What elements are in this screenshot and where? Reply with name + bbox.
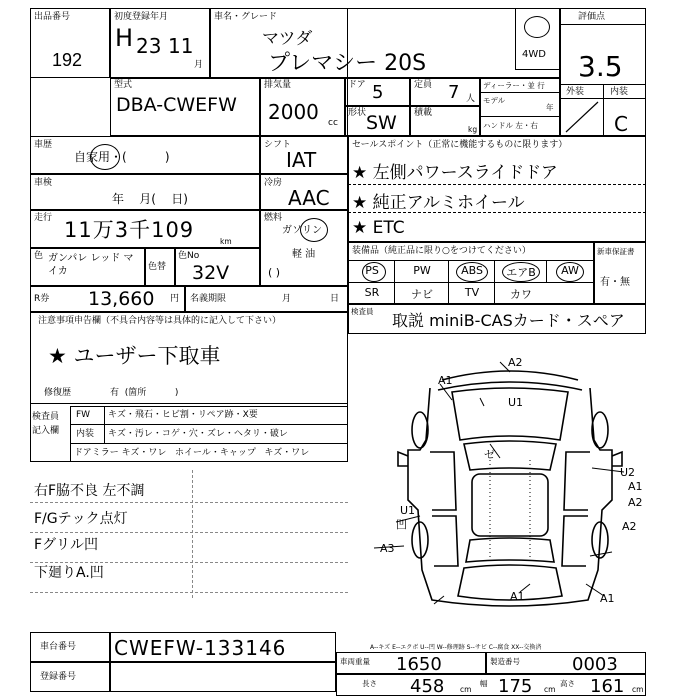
equipment-title: 装備品（純正品に限り○をつけてください） — [352, 246, 531, 256]
tax-month: 月 — [282, 294, 292, 304]
drive-label: 4WD — [522, 49, 546, 60]
type-label: 型式 — [114, 80, 133, 90]
mark-left-dent: 凹 — [396, 518, 407, 531]
shape-value: SW — [366, 112, 397, 134]
fuel-gasoline: ガソリン — [282, 225, 322, 236]
displacement-label: 排気量 — [264, 80, 292, 90]
chassis-value: CWEFW-133146 — [114, 636, 287, 660]
recycle-unit: 円 — [170, 294, 180, 304]
color-label: 色 — [34, 251, 44, 261]
recycle-value: 13,660 — [88, 288, 155, 310]
score-label: 評価点 — [578, 12, 606, 22]
recycle-label: R券 — [34, 294, 50, 304]
equip-tv: TV — [464, 286, 480, 299]
mfg-value: 0003 — [572, 654, 618, 675]
model-name: プレマシー 20S — [268, 51, 427, 76]
displacement-unit: cc — [328, 118, 338, 128]
model-year-label: モデル — [483, 96, 506, 105]
width-value: 175 — [498, 676, 533, 697]
inspector-value: 取説 miniB-CASカード・スペア — [392, 311, 625, 330]
warranty-value: 有・無 — [600, 277, 630, 288]
width-label: 幅 — [480, 679, 488, 688]
hand-note-3: Fグリル凹 — [34, 537, 99, 553]
tax-day: 日 — [330, 294, 340, 304]
exterior-label: 外装 — [566, 87, 585, 97]
hand-note-2: F/Gテック点灯 — [34, 511, 128, 527]
equip-pw: PW — [413, 264, 431, 277]
interior-label: 内装 — [610, 87, 629, 97]
length-label: 長さ — [362, 679, 377, 688]
shift-value: IAT — [286, 148, 317, 172]
handle-label: ハンドル 左・右 — [483, 121, 538, 130]
first-reg-label: 初度登録年月 — [114, 12, 169, 22]
equip-ps: PS — [365, 264, 379, 277]
load-label: 積載 — [414, 108, 433, 118]
hand-note-4: 下廻りA.凹 — [34, 565, 104, 581]
mark-right-a2-2: A2 — [622, 520, 637, 533]
inspection-value: 年 月( 日) — [112, 192, 188, 206]
lot-label: 出品番号 — [34, 12, 71, 22]
maker-name: マツダ — [262, 29, 313, 49]
ps-circle-icon — [362, 262, 386, 282]
height-value: 161 — [590, 676, 625, 697]
mileage-unit: km — [220, 237, 232, 246]
tax-label: 名義期限 — [190, 294, 227, 304]
equip-leather: カワ — [510, 288, 532, 301]
mark-rear-a1-1: A1 — [510, 590, 525, 603]
mark-top-a2: A2 — [508, 356, 523, 369]
fuel-diesel: 軽 油 — [292, 249, 316, 260]
hand-note-1: 右F脇不良 左不調 — [34, 483, 145, 499]
reg-label: 登録番号 — [40, 672, 77, 682]
mark-right-u2: U2 — [620, 466, 636, 479]
chassis-label: 車台番号 — [40, 642, 77, 652]
mileage-label: 走行 — [34, 213, 53, 223]
checker-interior-head: 内装 — [76, 429, 95, 439]
inspector-label: 検査員 — [351, 307, 374, 316]
shape-label: 形状 — [348, 108, 367, 118]
height-label: 高さ — [560, 679, 575, 688]
first-reg-month-unit: 月 — [194, 60, 204, 70]
warranty-label: 新車保証書 — [597, 247, 635, 256]
checker-label-1: 検査員 — [32, 412, 60, 422]
mark-right-a2-1: A2 — [628, 496, 643, 509]
score-value: 3.5 — [578, 50, 623, 83]
repair-label: 修復歴 — [44, 388, 72, 398]
fuel-paren: ( ) — [268, 266, 281, 279]
equip-aw: AW — [561, 264, 579, 277]
model-year-unit: 年 — [546, 103, 554, 112]
mark-left-a3: A3 — [380, 542, 395, 555]
airbag-circle-icon — [502, 262, 540, 282]
capacity-unit: 人 — [466, 94, 476, 104]
aw-circle-icon — [556, 262, 584, 282]
ac-value: AAC — [288, 186, 330, 210]
length-unit: cm — [460, 685, 472, 694]
mark-hood-u1: U1 — [508, 396, 524, 409]
exterior-slash-mark — [562, 100, 602, 134]
color-change-label: 色替 — [148, 262, 167, 272]
history-circle-icon — [90, 144, 120, 170]
capacity-value: 7 — [448, 82, 460, 103]
interior-grade: C — [614, 112, 628, 136]
equip-sr: SR — [364, 286, 380, 299]
abs-circle-icon — [456, 262, 488, 282]
checker-fw-text: キズ・飛石・ヒビ割・リペア跡・X要 — [108, 410, 258, 420]
mark-windshield: ゼ — [484, 448, 495, 461]
ac-label: 冷房 — [264, 178, 283, 188]
width-unit: cm — [544, 685, 556, 694]
notes-value: ★ ユーザー下取車 — [48, 344, 221, 368]
shift-label: シフト — [264, 140, 292, 150]
checker-interior-text: キズ・汚レ・コゲ・穴・ズレ・ヘタリ・破レ — [108, 429, 288, 439]
checker-fw-head: FW — [76, 410, 91, 420]
first-reg-year: 23 — [136, 34, 162, 58]
fuel-label: 燃料 — [264, 213, 283, 223]
damage-legend: A--キズ E--エクボ U--凹 W--修理跡 S--サビ C--腐食 XX--交換済 — [370, 644, 542, 651]
doors-label: ドア — [348, 80, 366, 90]
load-unit: kg — [468, 125, 478, 134]
mfg-label: 製造番号 — [490, 657, 520, 666]
sales-point-1: ★ 左側パワースライドドア — [352, 163, 558, 183]
name-grade-label: 車名・グレード — [214, 12, 278, 22]
equip-airbag: エアB — [506, 266, 536, 279]
mileage-value: 11万3千109 — [64, 218, 195, 242]
capacity-label: 定員 — [414, 80, 433, 90]
equip-navi: ナビ — [411, 288, 433, 301]
checker-label-2: 記入欄 — [32, 426, 60, 436]
history-label: 車歴 — [34, 140, 53, 150]
reg-value-cell — [110, 662, 336, 692]
color-value: ガンパレ レッド マイカ — [48, 253, 134, 277]
mark-rear-a1-2: A1 — [600, 592, 615, 605]
fuel-circle-icon — [300, 218, 328, 242]
equip-abs: ABS — [461, 264, 483, 277]
first-reg-era: H — [115, 24, 134, 52]
type-value: DBA-CWEFW — [116, 94, 237, 116]
mark-front-left-a1: A1 — [438, 374, 453, 387]
color-no-value: 32V — [192, 262, 230, 284]
mark-right-a1: A1 — [628, 480, 643, 493]
color-no-label: 色No — [178, 251, 200, 261]
sales-point-3: ★ ETC — [352, 218, 405, 238]
dealer-label: ディーラー・並 行 — [483, 81, 545, 90]
drive-circle-icon — [524, 16, 550, 38]
weight-value: 1650 — [396, 654, 442, 675]
checker-mirror-text: ドアミラー キズ・ワレ ホイール・キャップ キズ・ワレ — [74, 448, 310, 458]
displacement-value: 2000 — [268, 100, 319, 124]
car-damage-diagram — [360, 340, 660, 620]
lot-number: 192 — [52, 50, 83, 70]
notes-label: 注意事項申告欄（不具合内容等は具体的に記入して下さい） — [38, 316, 282, 326]
weight-label: 車両重量 — [340, 657, 370, 666]
repair-value: 有 (箇所 ) — [110, 388, 179, 398]
doors-value: 5 — [372, 82, 384, 103]
height-unit: cm — [632, 685, 644, 694]
sales-points-title: セールスポイント（正常に機能するものに限ります） — [352, 140, 568, 150]
history-value: 自家用・( ) — [74, 150, 170, 164]
first-reg-month: 11 — [168, 34, 194, 58]
sales-point-2: ★ 純正アルミホイール — [352, 193, 525, 213]
inspection-label: 車検 — [34, 178, 53, 188]
mark-left-u1: U1 — [400, 504, 416, 517]
length-value: 458 — [410, 676, 445, 697]
